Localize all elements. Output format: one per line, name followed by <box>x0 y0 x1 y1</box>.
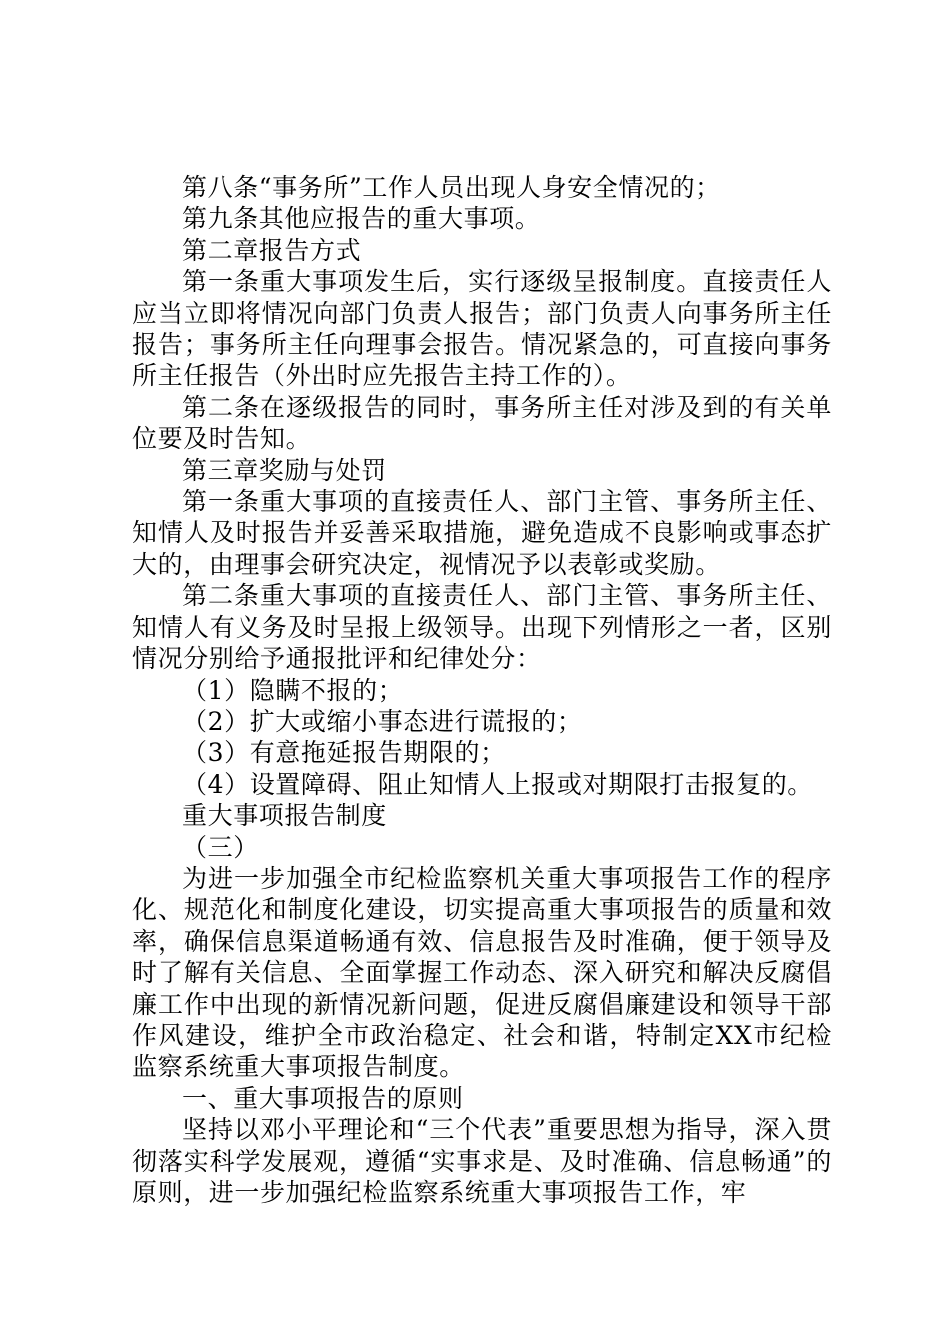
list-item-4: （4）设置障碍、阻止知情人上报或对期限打击报复的。 <box>182 769 813 799</box>
paragraph-article-9: 第九条其他应报告的重大事项。 <box>182 204 541 234</box>
document-body <box>132 172 832 1208</box>
paragraph-ch3-article-1: 第一条重大事项的直接责任人、部门主管、事务所主任、知情人及时报告并妥善采取措施，避免造成不良影响或事态扩大的，由理事会研究决定，视情况予以表彰或奖励。 <box>132 487 832 579</box>
paragraph-preamble: 为进一步加强全市纪检监察机关重大事项报告工作的程序化、规范化和制度化建设，切实提高重大事项报告的质量和效率，确保信息渠道畅通有效、信息报告及时准确，便于领导及时了解有关信息、全面掌握工作动态、深入研究和解决反腐倡廉工作中出现的新情况新问题，促进反腐倡廉建设和领导干部作风建设，维护全市政治稳定、社会和谐，特制定XX市纪检监察系统重大事项报告制度。 <box>132 863 832 1082</box>
section-number: （三） <box>182 832 259 862</box>
section-title: 重大事项报告制度 <box>182 801 387 831</box>
list-item-1: （1）隐瞒不报的； <box>182 675 404 705</box>
list-item-2: （2）扩大或缩小事态进行谎报的； <box>182 706 583 736</box>
list-item-3: （3）有意拖延报告期限的； <box>182 738 506 768</box>
paragraph-ch2-article-2: 第二条在逐级报告的同时，事务所主任对涉及到的有关单位要及时告知。 <box>132 392 832 454</box>
section-heading-principles: 一、重大事项报告的原则 <box>182 1083 464 1113</box>
paragraph-ch3-article-2: 第二条重大事项的直接责任人、部门主管、事务所主任、知情人有义务及时呈报上级领导。出现下列情形之一者，区别情况分别给予通报批评和纪律处分： <box>132 581 832 674</box>
paragraph-principles: 坚持以邓小平理论和“三个代表”重要思想为指导，深入贯彻落实科学发展观，遵循“实事求是、及时准确、信息畅通”的原则，进一步加强纪检监察系统重大事项报告工作，牢 <box>132 1115 832 1207</box>
chapter-heading-3: 第三章奖励与处罚 <box>182 455 387 485</box>
paragraph-ch2-article-1: 第一条重大事项发生后，实行逐级呈报制度。直接责任人应当立即将情况向部门负责人报告；部门负责人向事务所主任报告；事务所主任向理事会报告。情况紧急的，可直接向事务所主任报告（外出时应先报告主持工作的）。 <box>132 267 832 391</box>
paragraph-article-8: 第八条“事务所”工作人员出现人身安全情况的； <box>182 173 721 202</box>
chapter-heading-2: 第二章报告方式 <box>182 235 362 265</box>
